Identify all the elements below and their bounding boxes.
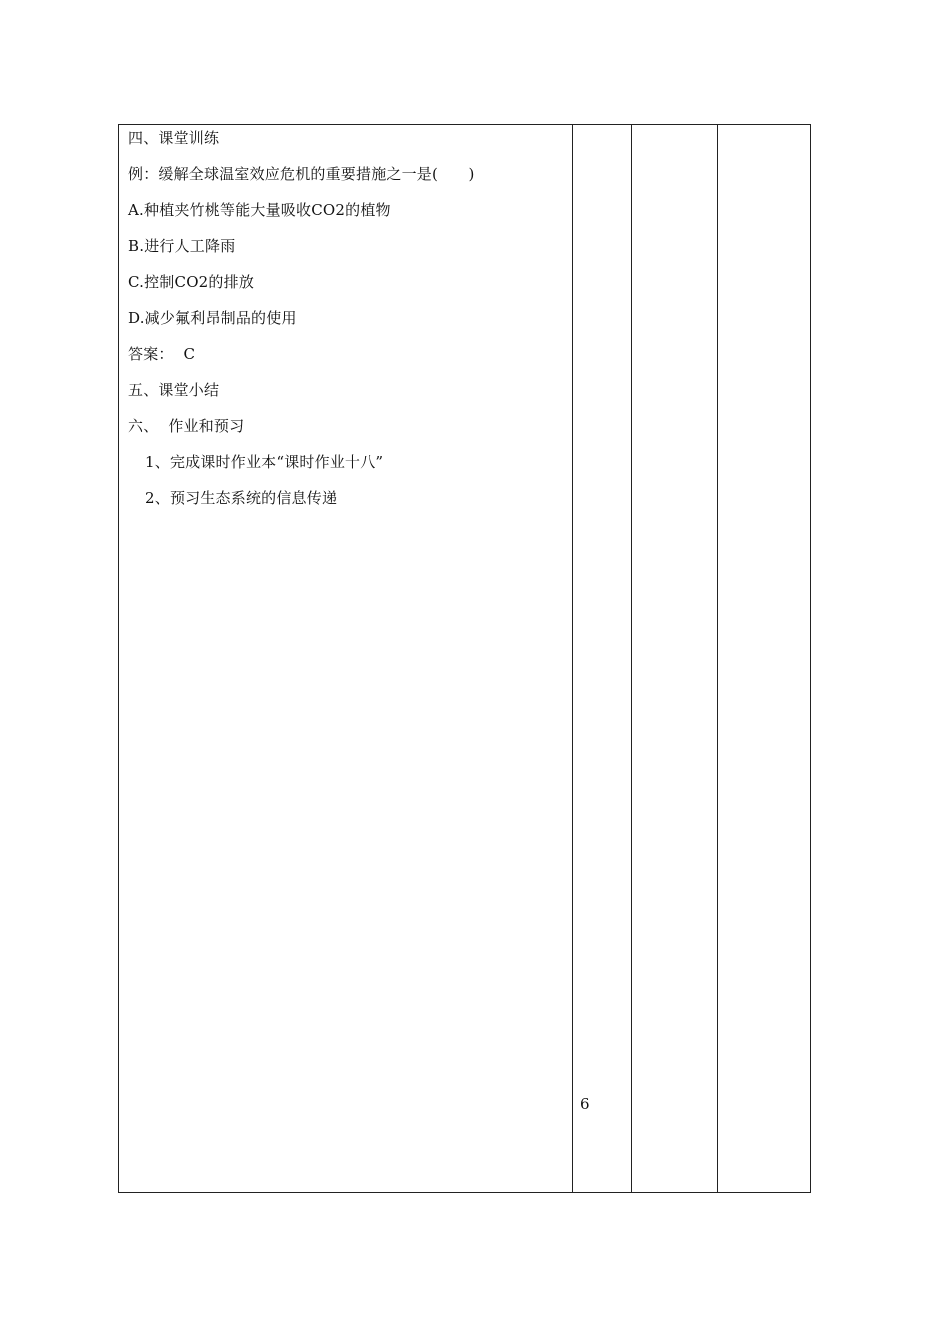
lesson-table: [118, 124, 811, 1193]
lesson-content-cell: [119, 125, 572, 1192]
option-c: C.控制CO2的排放: [128, 273, 255, 291]
answer-line: 答案： C: [128, 345, 196, 363]
section-five-title: 五、课堂小结: [128, 381, 220, 399]
section-four-title: 四、课堂训练: [128, 129, 220, 147]
option-b: B.进行人工降雨: [128, 237, 236, 255]
homework-item-1: 1、完成课时作业本“课时作业十八”: [145, 453, 384, 471]
option-d: D.减少氟利昂制品的使用: [128, 309, 297, 327]
option-a: A.种植夹竹桃等能大量吸收CO2的植物: [128, 201, 391, 219]
column-divider-2: [631, 125, 632, 1192]
example-question: 例：缓解全球温室效应危机的重要措施之一是( ): [128, 165, 475, 183]
homework-item-2: 2、预习生态系统的信息传递: [145, 489, 338, 507]
section-six-title: 六、 作业和预习: [128, 417, 245, 435]
column-divider-1: [572, 125, 573, 1192]
page-number: 6: [580, 1095, 590, 1113]
column-divider-3: [717, 125, 718, 1192]
